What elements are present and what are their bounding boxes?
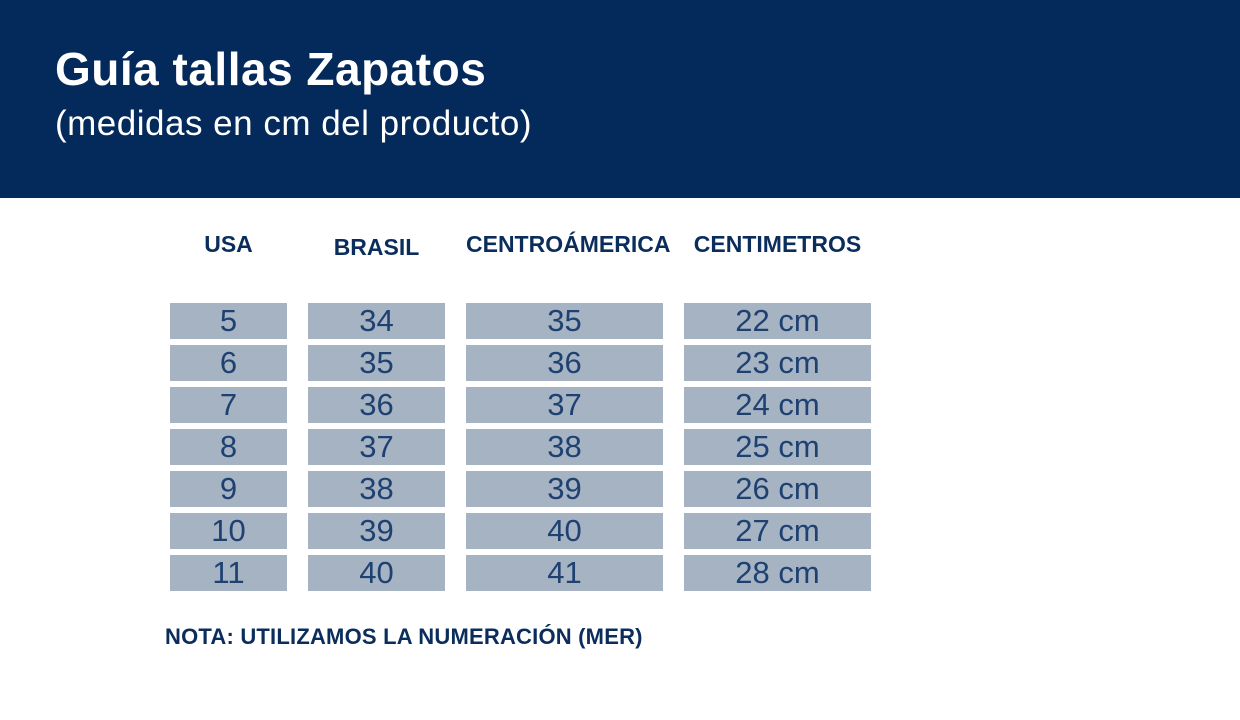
table-cell: 38 — [466, 429, 663, 465]
table-cell: 36 — [308, 387, 445, 423]
column-header-centroamerica: CENTROÁMERICA — [466, 231, 671, 257]
table-cell: 10 — [170, 513, 287, 549]
header-band — [0, 0, 1240, 198]
table-cell: 5 — [170, 303, 287, 339]
table-cell: 8 — [170, 429, 287, 465]
table-cell: 27 cm — [684, 513, 871, 549]
table-cell: 9 — [170, 471, 287, 507]
table-cell: 24 cm — [684, 387, 871, 423]
table-cell: 22 cm — [684, 303, 871, 339]
column-header-usa: USA — [204, 231, 253, 257]
table-cell: 37 — [466, 387, 663, 423]
table-cell: 41 — [466, 555, 663, 591]
table-cell: 7 — [170, 387, 287, 423]
table-cell: 39 — [466, 471, 663, 507]
table-cell: 11 — [170, 555, 287, 591]
table-cell: 39 — [308, 513, 445, 549]
note-text: NOTA: UTILIZAMOS LA NUMERACIÓN (MER) — [165, 624, 643, 649]
table-cell: 37 — [308, 429, 445, 465]
table-cell: 23 cm — [684, 345, 871, 381]
table-cell: 26 cm — [684, 471, 871, 507]
table-cell: 40 — [466, 513, 663, 549]
size-table — [170, 303, 871, 591]
page-subtitle: (medidas en cm del producto) — [55, 104, 532, 143]
table-cell: 35 — [466, 303, 663, 339]
table-cell: 36 — [466, 345, 663, 381]
table-cell: 34 — [308, 303, 445, 339]
table-cell: 25 cm — [684, 429, 871, 465]
page-title: Guía tallas Zapatos — [55, 43, 487, 95]
table-cell: 6 — [170, 345, 287, 381]
table-cell: 40 — [308, 555, 445, 591]
column-header-centimetros: CENTIMETROS — [693, 231, 862, 257]
table-cell: 38 — [308, 471, 445, 507]
table-cell: 35 — [308, 345, 445, 381]
column-header-brasil: BRASIL — [333, 234, 420, 260]
table-cell: 28 cm — [684, 555, 871, 591]
table-column-headers — [170, 231, 871, 261]
